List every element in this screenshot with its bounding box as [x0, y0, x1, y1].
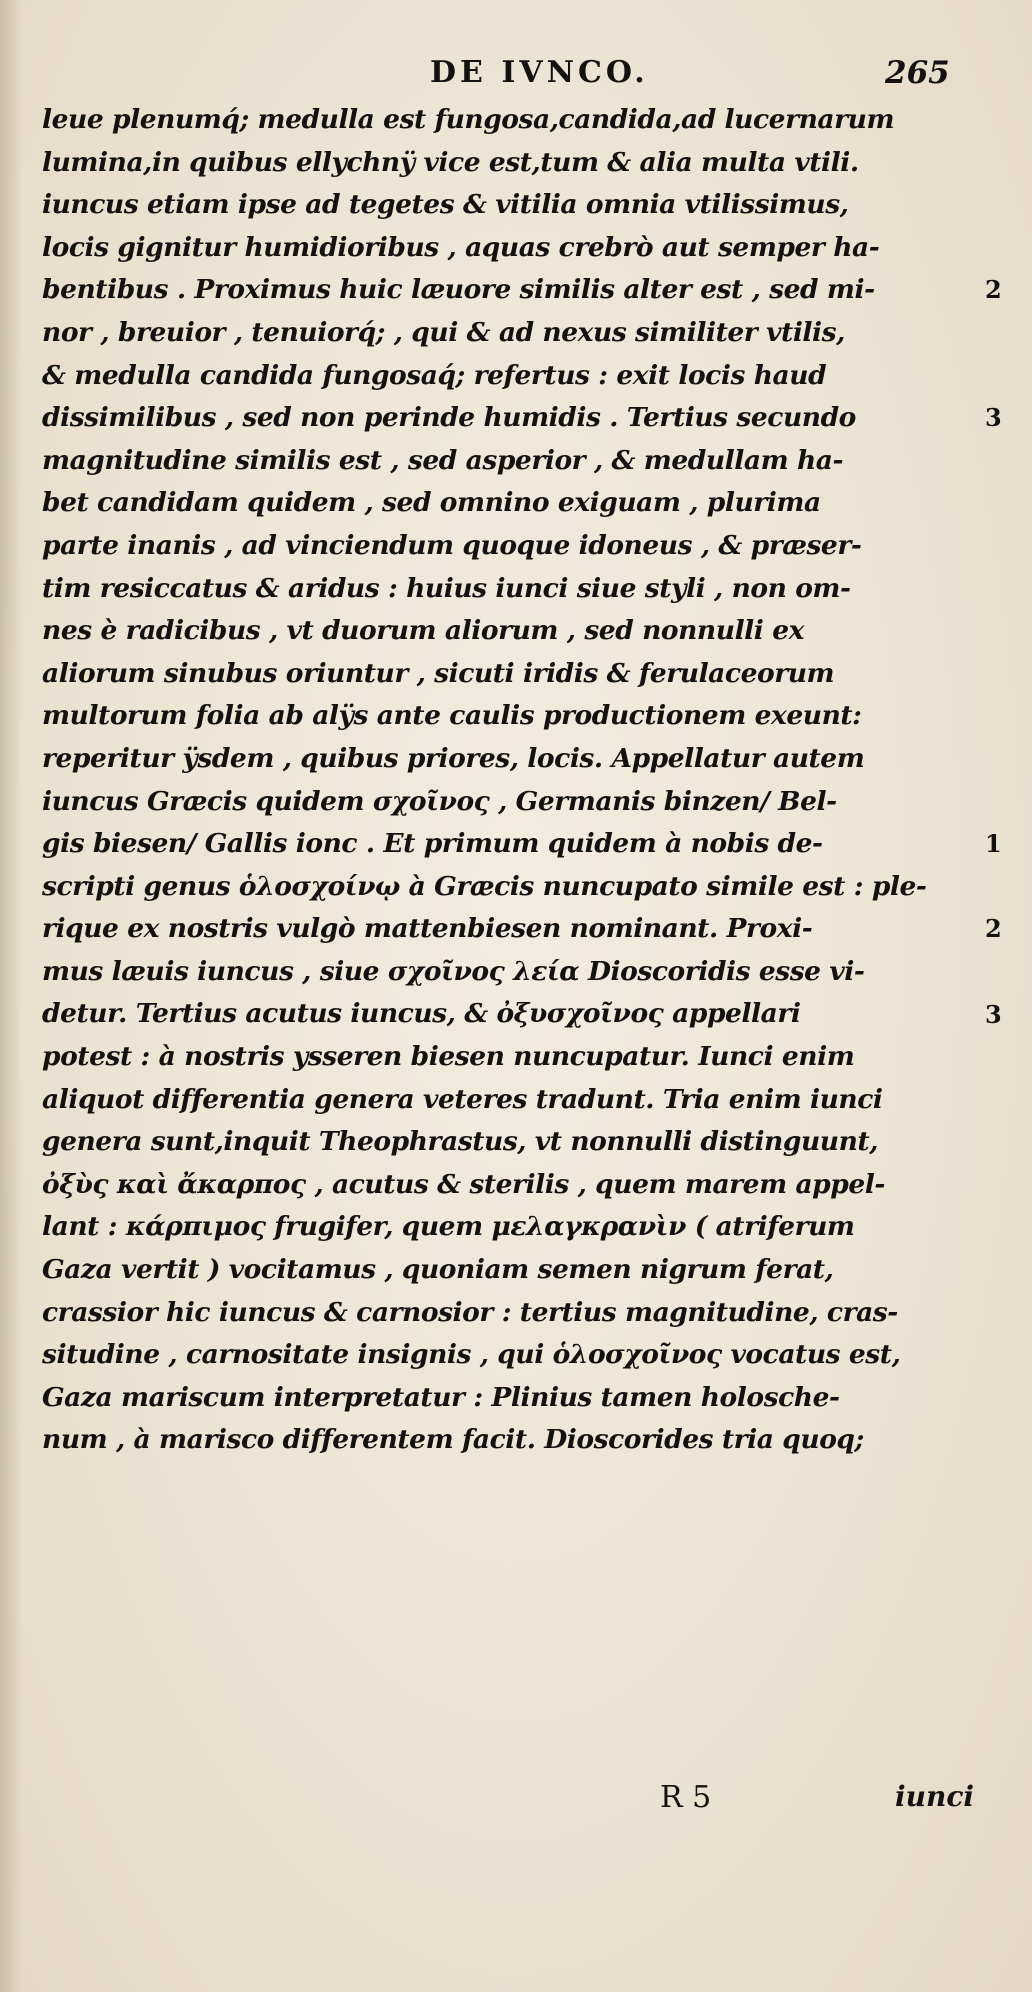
text-line [42, 653, 972, 696]
text-line-content: mus læuis iuncus , siue σχοῖνος λεία Dioscoridis esse vi- [42, 955, 865, 987]
text-line [42, 1036, 972, 1079]
text-line [42, 397, 972, 440]
text-line [42, 482, 972, 525]
text-line-content: bet candidam quidem , sed omnino exiguam , plurima [42, 487, 821, 519]
text-line-content: iuncus Græcis quidem σχοῖνος , Germanis binzen/ Bel- [42, 785, 837, 817]
text-line [42, 1334, 972, 1377]
text-line [42, 610, 972, 653]
text-line [42, 781, 972, 824]
text-line-content: nor , breuior , tenuiorq́; , qui & ad nexus similiter vtilis, [42, 316, 845, 348]
text-line-content: locis gignitur humidioribus , aquas crebrò aut semper ha- [42, 231, 880, 263]
text-line [42, 1377, 972, 1420]
text-line-content: iuncus etiam ipse ad tegetes & vitilia omnia vtilissimus, [42, 189, 849, 221]
text-line [42, 568, 972, 611]
text-line-content: rique ex nostris vulgò mattenbiesen nominant. Proxi- [42, 913, 813, 945]
page-gutter-shadow [0, 0, 22, 1992]
running-title: DE IVNCO. [430, 55, 649, 90]
text-line-content: potest : à nostris ysseren biesen nuncupatur. Iunci enim [42, 1041, 855, 1073]
text-line [42, 269, 972, 312]
text-line-content: magnitudine similis est , sed asperior , & medullam ha- [42, 444, 844, 476]
text-line [42, 823, 972, 866]
text-line-content: situdine , carnositate insignis , qui ὁλοσχοῖνος vocatus est, [42, 1339, 901, 1371]
text-line [42, 1121, 972, 1164]
text-line-content: genera sunt,inquit Theophrastus, vt nonnulli distinguunt, [42, 1126, 878, 1158]
text-line [42, 1206, 972, 1249]
text-line [42, 908, 972, 951]
page-number: 265 [885, 55, 950, 91]
text-line-content: dissimilibus , sed non perinde humidis . Tertius secundo [42, 402, 856, 434]
text-line-content: gis biesen/ Gallis ionc . Et primum quidem à nobis de- [42, 828, 823, 860]
text-line-content: leue plenumq́; medulla est fungosa,candida,ad lucernarum [42, 104, 895, 135]
text-line-content: reperitur ÿsdem , quibus priores, locis. Appellatur autem [42, 742, 865, 774]
margin-note: 3 [985, 403, 1002, 433]
margin-note: 2 [985, 275, 1002, 305]
text-line-content: ὀξὺς καὶ ἄκαρπος , acutus & sterilis , quem marem appel- [42, 1168, 885, 1200]
text-line [42, 312, 972, 355]
text-line [42, 1419, 972, 1462]
text-line-content: & medulla candida fungosaq́; refertus : exit locis haud [42, 359, 827, 391]
text-line [42, 227, 972, 270]
page-header [0, 55, 1032, 95]
text-line [42, 142, 972, 185]
text-line-content: lumina,in quibus ellychnÿ vice est,tum & alia multa vtili. [42, 146, 859, 178]
text-line-content: multorum folia ab alÿs ante caulis productionem exeunt: [42, 700, 862, 732]
text-line-content: num , à marisco differentem facit. Dioscorides tria quoq; [42, 1424, 864, 1456]
margin-note: 2 [985, 914, 1002, 944]
text-line-content: Gaza mariscum interpretatur : Plinius tamen holosche- [42, 1381, 840, 1413]
text-line [42, 355, 972, 398]
text-line [42, 1164, 972, 1207]
signature-mark: R 5 [660, 1780, 712, 1815]
text-line [42, 738, 972, 781]
text-line-content: scripti genus ὁλοσχοίνῳ à Græcis nuncupato simile est : ple- [42, 870, 927, 902]
text-line-content: aliorum sinubus oriuntur , sicuti iridis & ferulaceorum [42, 657, 835, 689]
text-line-content: bentibus . Proximus huic læuore similis alter est , sed mi- [42, 274, 875, 306]
text-line [42, 1079, 972, 1122]
text-line-content: Gaza vertit ) vocitamus , quoniam semen nigrum ferat, [42, 1254, 834, 1286]
margin-note: 3 [985, 999, 1002, 1029]
text-line [42, 1249, 972, 1292]
text-line [42, 993, 972, 1036]
text-line-content: crassior hic iuncus & carnosior : tertius magnitudine, cras- [42, 1296, 898, 1328]
margin-note: 1 [985, 829, 1002, 859]
page-footer [0, 1780, 1032, 1824]
text-line [42, 440, 972, 483]
text-line [42, 951, 972, 994]
body-text [42, 99, 972, 1462]
text-line-content: parte inanis , ad vinciendum quoque idoneus , & præser- [42, 529, 862, 561]
catchword: iunci [895, 1780, 975, 1813]
text-line [42, 184, 972, 227]
text-line [42, 695, 972, 738]
text-line-content: detur. Tertius acutus iuncus, & ὀξυσχοῖνος appellari [42, 998, 801, 1030]
text-line [42, 525, 972, 568]
text-line [42, 866, 972, 909]
text-line-content: nes è radicibus , vt duorum aliorum , sed nonnulli ex [42, 615, 804, 647]
text-line-content: aliquot differentia genera veteres tradunt. Tria enim iunci [42, 1083, 883, 1115]
text-line-content: lant : κάρπιμος frugifer, quem μελαγκρανὶν ( atriferum [42, 1211, 855, 1243]
text-line [42, 99, 972, 142]
text-line-content: tim resiccatus & aridus : huius iunci siue styli , non om- [42, 572, 851, 604]
text-line [42, 1292, 972, 1335]
